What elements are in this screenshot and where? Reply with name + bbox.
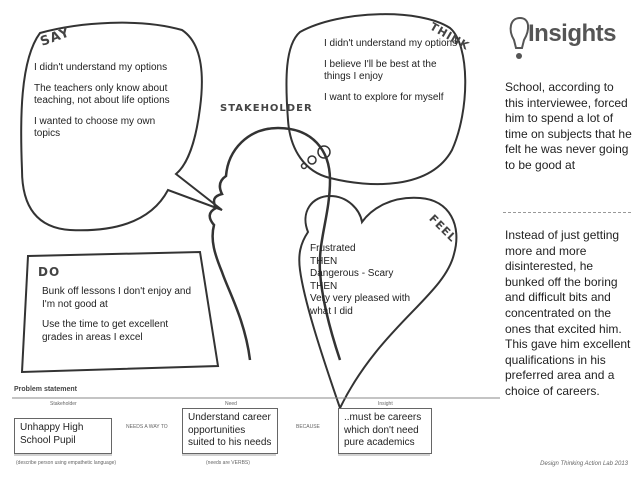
say-notes bbox=[34, 62, 174, 149]
problem-statement-title: Problem statement bbox=[14, 386, 78, 393]
do-note: Use the time to get excellent grades in areas I excel bbox=[42, 319, 169, 343]
insights-divider bbox=[503, 212, 631, 213]
say-note: I wanted to choose my own topics bbox=[34, 115, 156, 139]
footer-credit: Design Thinking Action Lab 2013 bbox=[540, 461, 628, 467]
insights-title: Insights bbox=[528, 20, 617, 47]
stakeholder-label: STAKEHOLDER bbox=[220, 103, 313, 114]
need-column-label: Need bbox=[225, 401, 237, 407]
insight-item: Instead of just getting more and more disinterested, he bunked off the boring and difficult bits and concentrated on the ones that excited him. This gave him excellent qualifications in his preferred area and a choice of careers. bbox=[505, 228, 631, 398]
feel-note: THEN bbox=[310, 280, 338, 292]
feel-notes bbox=[310, 243, 420, 318]
do-label: DO bbox=[38, 265, 61, 279]
because-connector: BECAUSE bbox=[296, 424, 320, 430]
do-notes bbox=[42, 286, 192, 352]
think-dot-small bbox=[302, 164, 307, 169]
needs-a-way-to-connector: NEEDS A WAY TO bbox=[126, 424, 168, 430]
say-label: SAY bbox=[38, 25, 73, 50]
think-note: I want to explore for myself bbox=[324, 91, 444, 103]
lightbulb-base-icon bbox=[516, 53, 522, 59]
think-note: I didn't understand my options bbox=[324, 38, 458, 49]
stakeholder-box: Unhappy High School Pupil bbox=[14, 418, 112, 454]
need-hint: (needs are VERBS) bbox=[206, 460, 250, 466]
think-notes bbox=[324, 38, 458, 112]
lightbulb-icon bbox=[511, 18, 528, 48]
feel-note: Frustrated bbox=[310, 243, 356, 254]
say-note: I didn't understand my options bbox=[34, 62, 168, 73]
think-note: I believe I'll be best at the things I enjoy bbox=[324, 58, 437, 82]
feel-note: Very very pleased with what I did bbox=[310, 293, 411, 317]
feel-note: Dangerous - Scary bbox=[310, 268, 394, 279]
feel-label: FEEL bbox=[426, 212, 460, 245]
say-note: The teachers only know about teaching, not about life options bbox=[34, 82, 170, 106]
insight-column-label: Insight bbox=[378, 401, 393, 407]
stakeholder-column-label: Stakeholder bbox=[50, 401, 77, 407]
think-dot-medium bbox=[308, 156, 316, 164]
insight-item: School, according to this interviewee, forced him to spend a lot of time on subjects that he felt he was never going to be good at bbox=[505, 80, 632, 172]
do-note: Bunk off lessons I don't enjoy and I'm not good at bbox=[42, 286, 192, 310]
feel-note: THEN bbox=[310, 255, 338, 267]
insight-box: ..must be careers which don't need pure academics bbox=[338, 408, 432, 454]
stakeholder-hint: (describe person using empathetic language) bbox=[16, 460, 117, 466]
need-box: Understand career opportunities suited to his needs bbox=[182, 408, 278, 454]
think-label: THINK bbox=[427, 19, 472, 54]
